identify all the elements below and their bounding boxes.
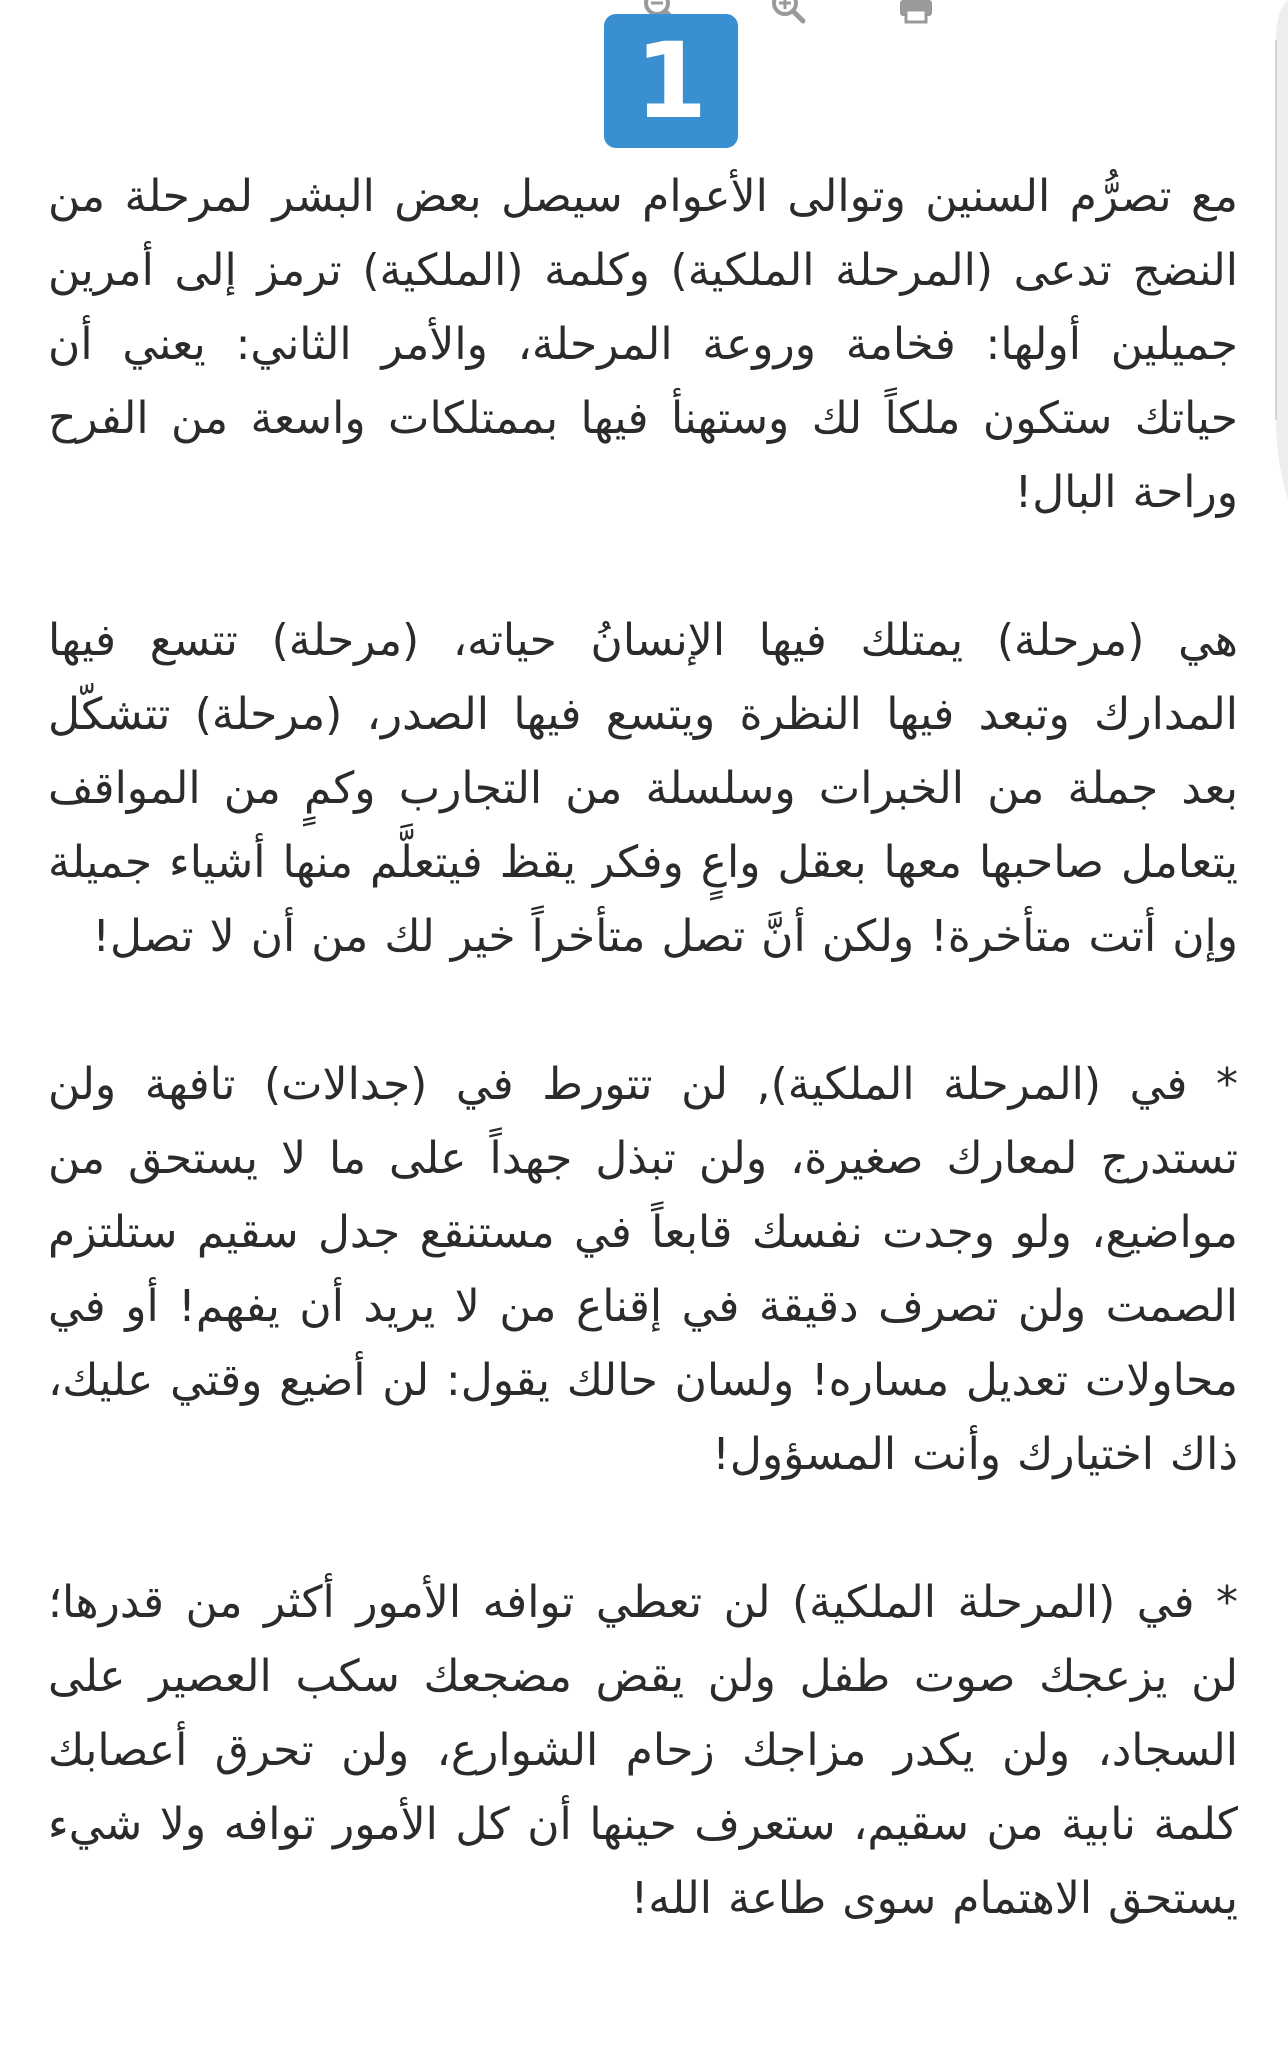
print-icon[interactable]	[896, 0, 936, 26]
section-number-badge: 1	[604, 14, 738, 148]
zoom-in-icon[interactable]	[768, 0, 808, 26]
article-paragraph: مع تصرُّم السنين وتوالى الأعوام سيصل بعض البشر لمرحلة من النضج تدعى (المرحلة الملكية) وكلمة (الملكية) ترمز إلى أمرين جميلين أولها: فخامة وروعة المرحلة، والأمر الثاني: يعني أن حياتك ستكون ملكاً لك وستهنأ فيها بممتلكات واسعة من الفرح وراحة البال!	[48, 171, 1238, 518]
article-paragraph: هي (مرحلة) يمتلك فيها الإنسانُ حياته، (مرحلة) تتسع فيها المدارك وتبعد فيها النظرة ويتسع فيها الصدر، (مرحلة) تتشكّل بعد جملة من الخبرات وسلسلة من التجارب وكمٍ من المواقف يتعامل صاحبها معها بعقل واعٍ وفكر يقظ فيتعلَّم منها أشياء جميلة وإن أتت متأخرة! ولكن أنَّ تصل متأخراً خير لك من أن لا تصل!	[48, 615, 1238, 962]
article-paragraph: * في (المرحلة الملكية) لن تعطي توافه الأمور أكثر من قدرها؛ لن يزعجك صوت طفل ولن يقض مضجعك سكب العصير على السجاد، ولن يكدر مزاجك زحام الشوارع، ولن تحرق أعصابك كلمة نابية من سقيم، ستعرف حينها أن كل الأمور توافه ولا شيء يستحق الاهتمام سوى طاعة الله!	[48, 1577, 1238, 1924]
article-body	[48, 160, 1238, 1936]
article-paragraph: * في (المرحلة الملكية), لن تتورط في (جدالات) تافهة ولن تستدرج لمعارك صغيرة، ولن تبذل جهداً على ما لا يستحق من مواضيع، ولو وجدت نفسك قابعاً في مستنقع جدل سقيم ستلتزم الصمت ولن تصرف دقيقة في إقناع من لا يريد أن يفهم! أو في محاولات تعديل مساره! ولسان حالك يقول: لن أضيع وقتي عليك، ذاك اختيارك وأنت المسؤول!	[48, 1059, 1238, 1480]
page-edge-shadow	[1272, 0, 1288, 500]
